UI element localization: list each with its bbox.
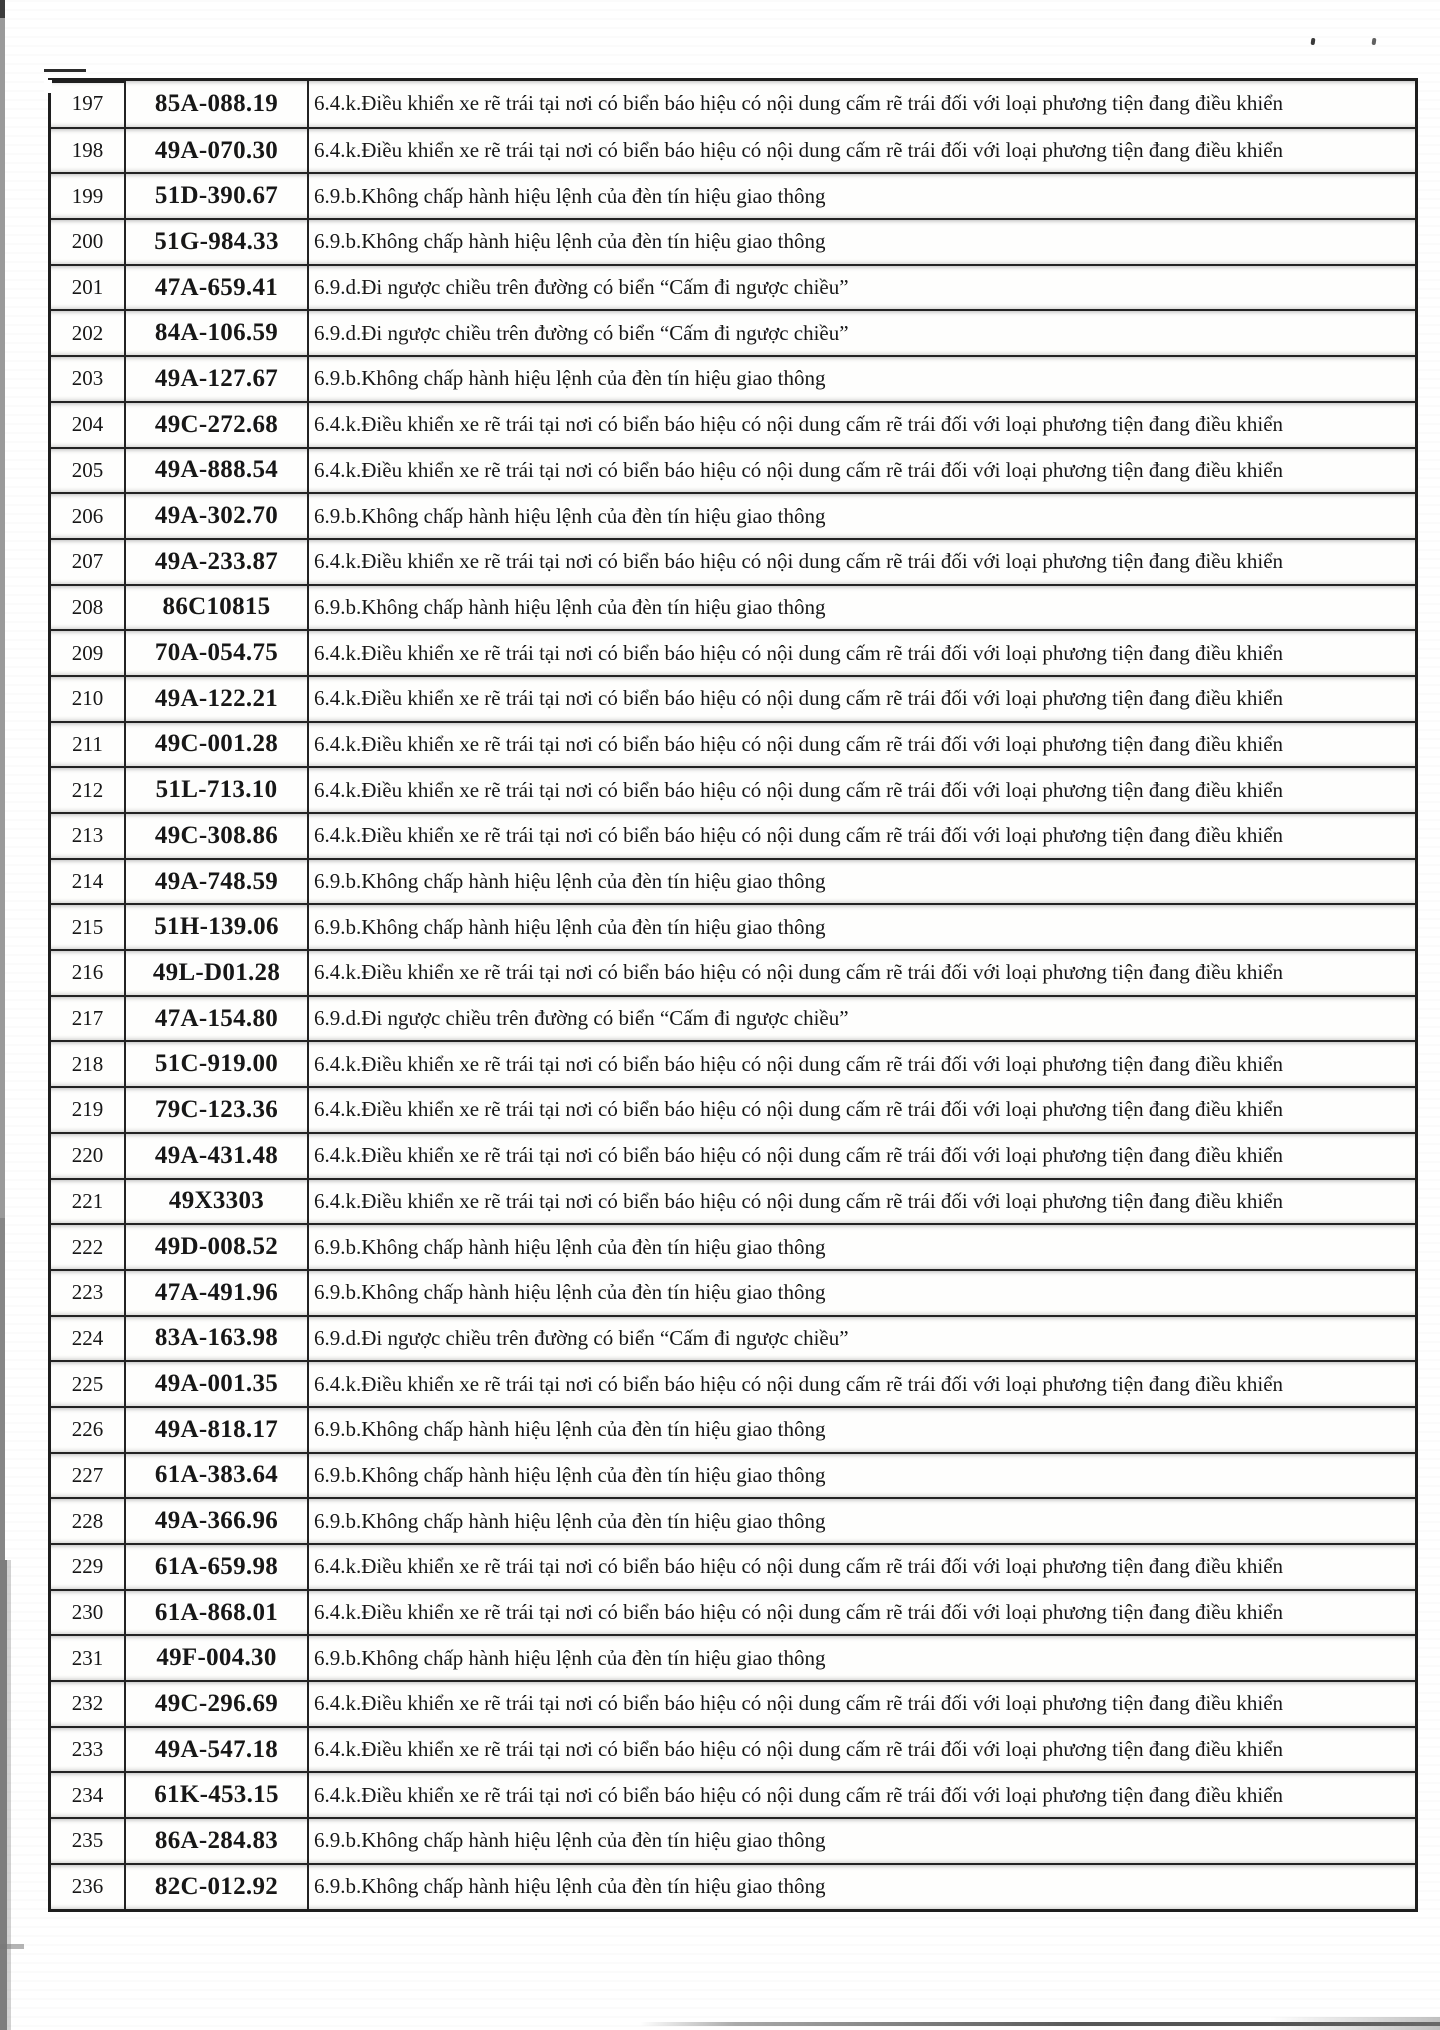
- row-number: 225: [51, 1362, 126, 1406]
- row-number: 220: [51, 1134, 126, 1178]
- license-plate: 51H-139.06: [126, 905, 309, 949]
- row-number: 226: [51, 1408, 126, 1452]
- violation-text: 6.9.d.Đi ngược chiều trên đường có biển “Cấm đi ngược chiều”: [314, 1325, 849, 1350]
- row-number: 211: [51, 723, 126, 767]
- license-plate: 51D-390.67: [126, 174, 309, 218]
- scan-edge-shadow-left-bottom: [0, 1560, 11, 2030]
- violation-text: 6.4.k.Điều khiển xe rẽ trái tại nơi có biển báo hiệu có nội dung cấm rẽ trái đối với loại phương tiện đang điều khiển: [314, 1737, 1284, 1762]
- violation-text: 6.4.k.Điều khiển xe rẽ trái tại nơi có biển báo hiệu có nội dung cấm rẽ trái đối với loại phương tiện đang điều khiển: [314, 457, 1284, 482]
- table-row: [51, 355, 1415, 401]
- scan-edge-tick: [0, 1944, 24, 1949]
- violation-text: 6.4.k.Điều khiển xe rẽ trái tại nơi có biển báo hiệu có nội dung cấm rẽ trái đối với loại phương tiện đang điều khiển: [314, 138, 1284, 163]
- row-number: 231: [51, 1636, 126, 1680]
- table-row: [51, 1223, 1415, 1269]
- table-row: [51, 1040, 1415, 1086]
- table-row: [51, 81, 1415, 127]
- license-plate: 49F-004.30: [126, 1636, 309, 1680]
- violation-text: 6.4.k.Điều khiển xe rẽ trái tại nơi có biển báo hiệu có nội dung cấm rẽ trái đối với loại phương tiện đang điều khiển: [314, 777, 1284, 802]
- violation-text: 6.4.k.Điều khiển xe rẽ trái tại nơi có biển báo hiệu có nội dung cấm rẽ trái đối với loại phương tiện đang điều khiển: [314, 823, 1284, 848]
- license-plate: 86A-284.83: [126, 1819, 309, 1863]
- license-plate: 49X3303: [126, 1180, 309, 1224]
- violation-text: 6.9.b.Không chấp hành hiệu lệnh của đèn tín hiệu giao thông: [314, 1417, 826, 1442]
- table-row: [51, 1178, 1415, 1224]
- violation-text: 6.4.k.Điều khiển xe rẽ trái tại nơi có biển báo hiệu có nội dung cấm rẽ trái đối với loại phương tiện đang điều khiển: [314, 1188, 1284, 1213]
- row-number: 202: [51, 311, 126, 355]
- row-number: 233: [51, 1728, 126, 1772]
- license-plate: 61K-453.15: [126, 1773, 309, 1817]
- violation-text: 6.9.b.Không chấp hành hiệu lệnh của đèn tín hiệu giao thông: [314, 1234, 826, 1259]
- violation-text: 6.4.k.Điều khiển xe rẽ trái tại nơi có biển báo hiệu có nội dung cấm rẽ trái đối với loại phương tiện đang điều khiển: [314, 549, 1284, 574]
- violation-text: 6.9.b.Không chấp hành hiệu lệnh của đèn tín hiệu giao thông: [314, 1508, 826, 1533]
- violation-text: 6.9.b.Không chấp hành hiệu lệnh của đèn tín hiệu giao thông: [314, 503, 826, 528]
- license-plate: 70A-054.75: [126, 631, 309, 675]
- violation-text: 6.4.k.Điều khiển xe rẽ trái tại nơi có biển báo hiệu có nội dung cấm rẽ trái đối với loại phương tiện đang điều khiển: [314, 1554, 1284, 1579]
- table-row: [51, 538, 1415, 584]
- violation-text: 6.9.b.Không chấp hành hiệu lệnh của đèn tín hiệu giao thông: [314, 1828, 826, 1853]
- scan-speck-1: [1311, 38, 1316, 45]
- license-plate: 61A-868.01: [126, 1591, 309, 1635]
- license-plate: 49L-D01.28: [126, 951, 309, 995]
- violation-text: 6.9.b.Không chấp hành hiệu lệnh của đèn tín hiệu giao thông: [314, 183, 826, 208]
- table-row: [51, 629, 1415, 675]
- row-number: 218: [51, 1042, 126, 1086]
- violation-text: 6.9.b.Không chấp hành hiệu lệnh của đèn tín hiệu giao thông: [314, 1645, 826, 1670]
- violation-text: 6.9.b.Không chấp hành hiệu lệnh của đèn tín hiệu giao thông: [314, 914, 826, 939]
- violation-text: 6.4.k.Điều khiển xe rẽ trái tại nơi có biển báo hiệu có nội dung cấm rẽ trái đối với loại phương tiện đang điều khiển: [314, 412, 1284, 437]
- row-number: 206: [51, 494, 126, 538]
- row-number: 216: [51, 951, 126, 995]
- row-number: 215: [51, 905, 126, 949]
- violation-text: 6.4.k.Điều khiển xe rẽ trái tại nơi có biển báo hiệu có nội dung cấm rẽ trái đối với loại phương tiện đang điều khiển: [314, 1691, 1284, 1716]
- violation-text: 6.9.d.Đi ngược chiều trên đường có biển “Cấm đi ngược chiều”: [314, 275, 849, 300]
- table-row: [51, 492, 1415, 538]
- license-plate: 49A-888.54: [126, 449, 309, 493]
- license-plate: 61A-383.64: [126, 1454, 309, 1498]
- row-number: 230: [51, 1591, 126, 1635]
- table-row: [51, 1863, 1415, 1909]
- table-row: [51, 584, 1415, 630]
- table-row: [51, 1315, 1415, 1361]
- violation-text: 6.9.b.Không chấp hành hiệu lệnh của đèn tín hiệu giao thông: [314, 1462, 826, 1487]
- scan-stray-line: [44, 69, 86, 72]
- license-plate: 47A-154.80: [126, 997, 309, 1041]
- row-number: 228: [51, 1499, 126, 1543]
- license-plate: 49A-547.18: [126, 1728, 309, 1772]
- license-plate: 49C-296.69: [126, 1682, 309, 1726]
- table-row: [51, 309, 1415, 355]
- row-number: 209: [51, 631, 126, 675]
- license-plate: 49A-070.30: [126, 129, 309, 173]
- license-plate: 49C-272.68: [126, 403, 309, 447]
- row-number: 204: [51, 403, 126, 447]
- license-plate: 47A-659.41: [126, 266, 309, 310]
- license-plate: 79C-123.36: [126, 1088, 309, 1132]
- license-plate: 82C-012.92: [126, 1865, 309, 1909]
- row-number: 201: [51, 266, 126, 310]
- row-number: 223: [51, 1271, 126, 1315]
- violation-text: 6.4.k.Điều khiển xe rẽ trái tại nơi có biển báo hiệu có nội dung cấm rẽ trái đối với loại phương tiện đang điều khiển: [314, 1782, 1284, 1807]
- table-row: [51, 1086, 1415, 1132]
- row-number: 227: [51, 1454, 126, 1498]
- row-number: 219: [51, 1088, 126, 1132]
- license-plate: 49D-008.52: [126, 1225, 309, 1269]
- table-row: [51, 903, 1415, 949]
- violation-text: 6.9.d.Đi ngược chiều trên đường có biển “Cấm đi ngược chiều”: [314, 320, 849, 345]
- violation-text: 6.4.k.Điều khiển xe rẽ trái tại nơi có biển báo hiệu có nội dung cấm rẽ trái đối với loại phương tiện đang điều khiển: [314, 1600, 1284, 1625]
- row-number: 222: [51, 1225, 126, 1269]
- violation-text: 6.9.b.Không chấp hành hiệu lệnh của đèn tín hiệu giao thông: [314, 869, 826, 894]
- row-number: 224: [51, 1317, 126, 1361]
- table-row: [51, 1543, 1415, 1589]
- table-row: [51, 172, 1415, 218]
- row-number: 208: [51, 586, 126, 630]
- violation-text: 6.4.k.Điều khiển xe rẽ trái tại nơi có biển báo hiệu có nội dung cấm rẽ trái đối với loại phương tiện đang điều khiển: [314, 686, 1284, 711]
- license-plate: 51C-919.00: [126, 1042, 309, 1086]
- table-row: [51, 812, 1415, 858]
- license-plate: 49A-302.70: [126, 494, 309, 538]
- traffic-violations-table: [48, 78, 1418, 1912]
- table-row: [51, 1634, 1415, 1680]
- license-plate: 85A-088.19: [126, 81, 309, 127]
- license-plate: 49A-366.96: [126, 1499, 309, 1543]
- scan-speck-2: [1372, 38, 1377, 45]
- row-number: 236: [51, 1865, 126, 1909]
- table-row: [51, 1360, 1415, 1406]
- row-number: 217: [51, 997, 126, 1041]
- table-row: [51, 858, 1415, 904]
- table-row: [51, 127, 1415, 173]
- table-row: [51, 447, 1415, 493]
- violation-text: 6.9.b.Không chấp hành hiệu lệnh của đèn tín hiệu giao thông: [314, 1280, 826, 1305]
- license-plate: 49C-001.28: [126, 723, 309, 767]
- license-plate: 49A-127.67: [126, 357, 309, 401]
- scan-edge-shadow-bottom-right: [1270, 2017, 1440, 2030]
- violation-text: 6.9.b.Không chấp hành hiệu lệnh của đèn tín hiệu giao thông: [314, 366, 826, 391]
- table-row: [51, 675, 1415, 721]
- violation-text: 6.4.k.Điều khiển xe rẽ trái tại nơi có biển báo hiệu có nội dung cấm rẽ trái đối với loại phương tiện đang điều khiển: [314, 1371, 1284, 1396]
- table-row: [51, 1771, 1415, 1817]
- row-number: 213: [51, 814, 126, 858]
- table-row: [51, 721, 1415, 767]
- violation-text: 6.9.b.Không chấp hành hiệu lệnh của đèn tín hiệu giao thông: [314, 594, 826, 619]
- license-plate: 49A-122.21: [126, 677, 309, 721]
- violation-text: 6.4.k.Điều khiển xe rẽ trái tại nơi có biển báo hiệu có nội dung cấm rẽ trái đối với loại phương tiện đang điều khiển: [314, 1097, 1284, 1122]
- table-row: [51, 1452, 1415, 1498]
- license-plate: 83A-163.98: [126, 1317, 309, 1361]
- row-number: 234: [51, 1773, 126, 1817]
- row-number: 207: [51, 540, 126, 584]
- row-number: 205: [51, 449, 126, 493]
- license-plate: 51G-984.33: [126, 220, 309, 264]
- table-row: [51, 1269, 1415, 1315]
- table-row: [51, 766, 1415, 812]
- table-row: [51, 1589, 1415, 1635]
- violation-text: 6.4.k.Điều khiển xe rẽ trái tại nơi có biển báo hiệu có nội dung cấm rẽ trái đối với loại phương tiện đang điều khiển: [314, 1051, 1284, 1076]
- row-number: 197: [51, 81, 126, 127]
- row-number: 232: [51, 1682, 126, 1726]
- row-number: 214: [51, 860, 126, 904]
- violation-text: 6.4.k.Điều khiển xe rẽ trái tại nơi có biển báo hiệu có nội dung cấm rẽ trái đối với loại phương tiện đang điều khiển: [314, 640, 1284, 665]
- license-plate: 49A-431.48: [126, 1134, 309, 1178]
- license-plate: 86C10815: [126, 586, 309, 630]
- violation-text: 6.9.d.Đi ngược chiều trên đường có biển “Cấm đi ngược chiều”: [314, 1006, 849, 1031]
- row-number: 199: [51, 174, 126, 218]
- row-number: 235: [51, 1819, 126, 1863]
- license-plate: 49C-308.86: [126, 814, 309, 858]
- violation-text: 6.4.k.Điều khiển xe rẽ trái tại nơi có biển báo hiệu có nội dung cấm rẽ trái đối với loại phương tiện đang điều khiển: [314, 960, 1284, 985]
- license-plate: 61A-659.98: [126, 1545, 309, 1589]
- table-row: [51, 264, 1415, 310]
- table-row: [51, 1497, 1415, 1543]
- violation-text: 6.4.k.Điều khiển xe rẽ trái tại nơi có biển báo hiệu có nội dung cấm rẽ trái đối với loại phương tiện đang điều khiển: [314, 731, 1284, 756]
- scan-border-gap: [44, 80, 52, 93]
- row-number: 198: [51, 129, 126, 173]
- row-number: 210: [51, 677, 126, 721]
- table-row: [51, 1726, 1415, 1772]
- row-number: 200: [51, 220, 126, 264]
- table-row: [51, 1406, 1415, 1452]
- license-plate: 49A-233.87: [126, 540, 309, 584]
- license-plate: 49A-001.35: [126, 1362, 309, 1406]
- table-row: [51, 401, 1415, 447]
- row-number: 221: [51, 1180, 126, 1224]
- violation-text: 6.4.k.Điều khiển xe rẽ trái tại nơi có biển báo hiệu có nội dung cấm rẽ trái đối với loại phương tiện đang điều khiển: [314, 1143, 1284, 1168]
- license-plate: 84A-106.59: [126, 311, 309, 355]
- table-row: [51, 218, 1415, 264]
- row-number: 203: [51, 357, 126, 401]
- table-row: [51, 995, 1415, 1041]
- row-number: 229: [51, 1545, 126, 1589]
- license-plate: 49A-748.59: [126, 860, 309, 904]
- license-plate: 49A-818.17: [126, 1408, 309, 1452]
- violation-text: 6.9.b.Không chấp hành hiệu lệnh của đèn tín hiệu giao thông: [314, 1874, 826, 1899]
- license-plate: 51L-713.10: [126, 768, 309, 812]
- row-number: 212: [51, 768, 126, 812]
- license-plate: 47A-491.96: [126, 1271, 309, 1315]
- violation-text: 6.4.k.Điều khiển xe rẽ trái tại nơi có biển báo hiệu có nội dung cấm rẽ trái đối với loại phương tiện đang điều khiển: [314, 91, 1284, 116]
- violation-text: 6.9.b.Không chấp hành hiệu lệnh của đèn tín hiệu giao thông: [314, 229, 826, 254]
- table-row: [51, 1817, 1415, 1863]
- table-row: [51, 1132, 1415, 1178]
- table-row: [51, 949, 1415, 995]
- table-row: [51, 1680, 1415, 1726]
